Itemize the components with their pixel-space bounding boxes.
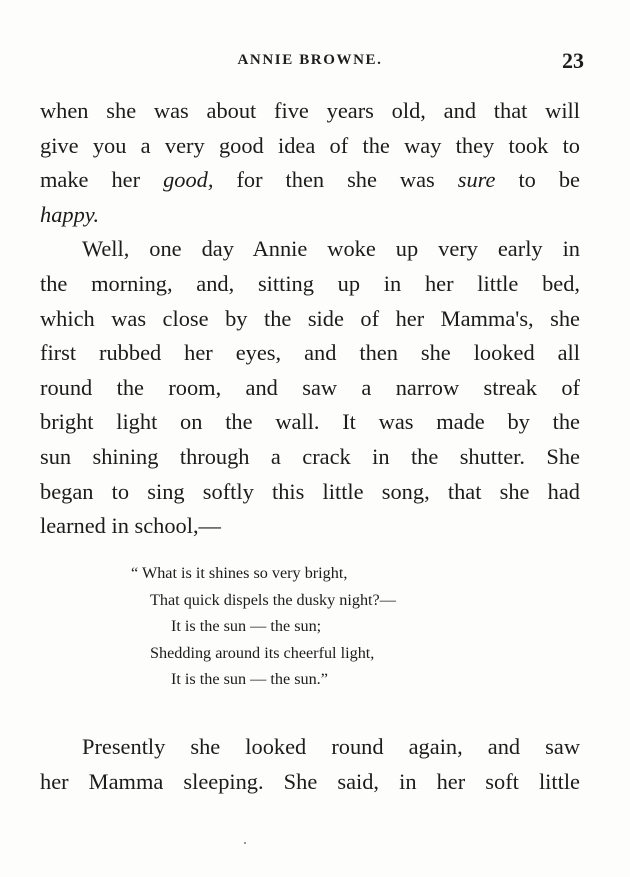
text-line xyxy=(40,198,580,233)
text-line: her Mamma sleeping. She said, in her soft little xyxy=(40,768,580,794)
text-line: which was close by the side of her Mamma's, she xyxy=(40,305,580,331)
poem-line: Shedding around its cheerful light, xyxy=(150,643,375,662)
text-line: first rubbed her eyes, and then she looked all xyxy=(40,340,580,366)
paper-speck xyxy=(244,842,246,844)
text-run: to be xyxy=(495,167,580,193)
text-line: Presently she looked round again, and saw xyxy=(82,734,580,759)
text-line: give you a very good idea of the way they took to xyxy=(40,132,580,158)
running-title: ANNIE BROWNE. xyxy=(237,52,383,68)
paragraph-well-one-day xyxy=(40,232,580,543)
poem-line: “ What is it shines so very bright, xyxy=(131,564,348,582)
text-run: make her xyxy=(40,167,164,193)
poem-line: It is the sun — the sun.” xyxy=(171,670,328,689)
emphasis-happy: happy. xyxy=(40,201,100,227)
text-line: when she was about five years old, and that will xyxy=(40,98,580,123)
paragraph-continuation xyxy=(40,94,580,232)
body-text xyxy=(40,94,580,544)
poem-line: That quick dispels the dusky night?— xyxy=(150,590,396,609)
running-header xyxy=(40,48,584,74)
emphasis-good: good, xyxy=(163,167,214,193)
poem-verse xyxy=(131,560,396,693)
page-number: 23 xyxy=(562,48,584,73)
text-run: for then she was xyxy=(213,167,458,193)
emphasis-sure: sure xyxy=(457,167,496,193)
paragraph-presently xyxy=(40,730,580,799)
text-line: Well, one day Annie woke up very early in xyxy=(82,236,580,262)
text-line: began to sing softly this little song, that she had xyxy=(40,478,580,504)
text-line xyxy=(40,163,580,198)
text-line: bright light on the wall. It was made by the xyxy=(40,409,580,435)
text-line: learned in school,— xyxy=(40,513,221,539)
text-line: sun shining through a crack in the shutter. She xyxy=(40,443,580,469)
text-line: the morning, and, sitting up in her little bed, xyxy=(40,270,580,296)
poem-line: It is the sun — the sun; xyxy=(171,617,322,636)
text-line: round the room, and saw a narrow streak of xyxy=(40,374,580,400)
